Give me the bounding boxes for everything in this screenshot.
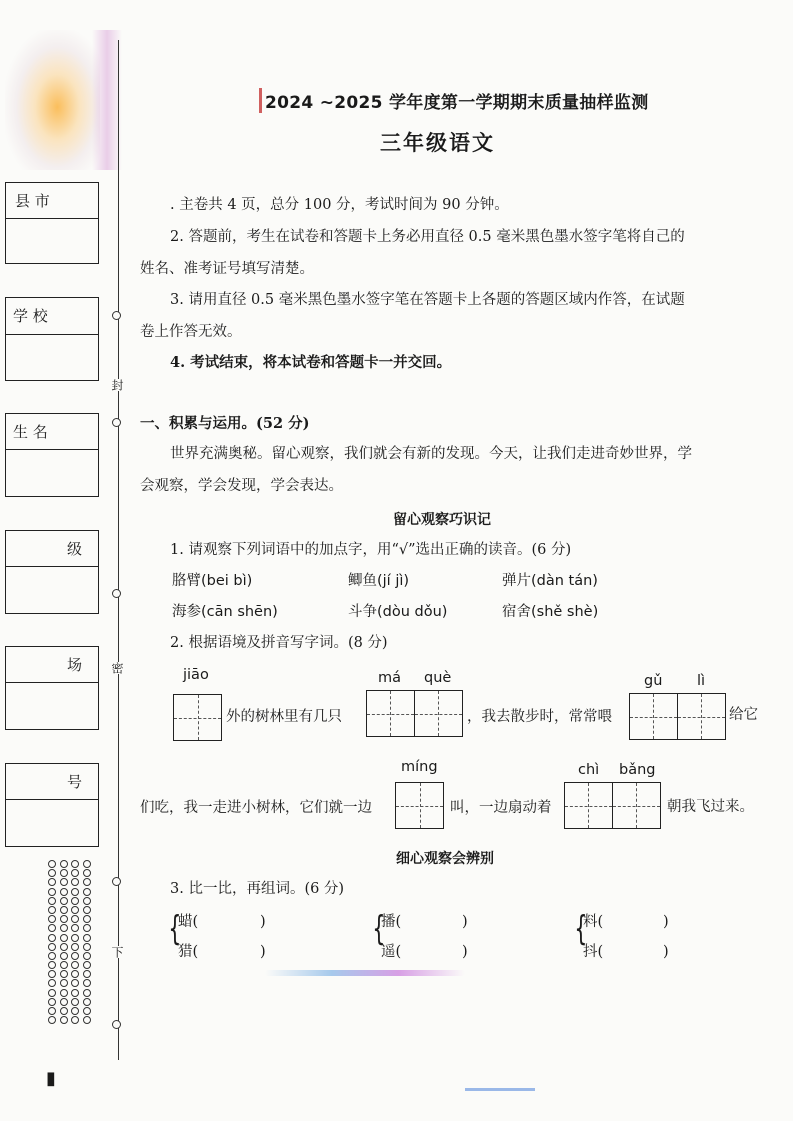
answer-bubble	[60, 1007, 68, 1015]
section-intro-b: 会观察，学会发现，学会表达。	[140, 478, 343, 494]
seal-char-xia: 下	[110, 946, 124, 958]
q3-top-2: 播(	[381, 914, 402, 930]
q3-close: )	[462, 944, 468, 960]
q2-pinyin-ma: má	[378, 670, 402, 686]
answer-bubble	[48, 860, 56, 868]
q3-close: )	[260, 914, 266, 930]
answer-bubble	[60, 878, 68, 886]
answer-bubble	[60, 897, 68, 905]
q2-writing-grid-4[interactable]	[395, 782, 444, 829]
answer-bubble	[83, 952, 91, 960]
q2-writing-grid-1[interactable]	[173, 694, 222, 741]
answer-bubble	[83, 878, 91, 886]
seal-char-feng: 封	[110, 379, 124, 391]
answer-bubble	[60, 888, 68, 896]
answer-bubble	[48, 952, 56, 960]
exam-subject: 三年级语文	[380, 130, 495, 155]
q2-text-3: 给它	[729, 707, 758, 723]
answer-bubble	[60, 924, 68, 932]
q1-pinyin[interactable]: (shě shè)	[531, 604, 599, 620]
subsection-title-2: 细心观察会辨别	[396, 851, 494, 867]
q2-text-6: 朝我飞过来。	[667, 799, 754, 815]
answer-bubble	[71, 878, 79, 886]
q3-answer-blank[interactable]	[411, 912, 457, 932]
q2-writing-grid-2[interactable]	[366, 690, 463, 737]
county-label: 县 市	[15, 192, 50, 210]
answer-bubble	[60, 915, 68, 923]
answer-bubble	[48, 906, 56, 914]
q1-item-6	[502, 602, 598, 622]
answer-bubble	[83, 934, 91, 942]
number-field[interactable]	[5, 763, 99, 847]
seal-circle	[112, 1020, 121, 1029]
q3-close: )	[663, 914, 669, 930]
q2-pinyin-chi: chì	[578, 762, 600, 778]
q3-top-3: 料(	[583, 914, 604, 930]
answer-bubble	[83, 998, 91, 1006]
q2-pinyin-ming: míng	[401, 759, 438, 775]
q3-answer-blank[interactable]	[613, 942, 659, 962]
answer-bubble	[83, 906, 91, 914]
answer-bubble	[71, 915, 79, 923]
answer-bubble	[71, 989, 79, 997]
q2-text-4: 们吃，我一走进小树林，它们就一边	[140, 800, 372, 816]
exam-room-field-divider	[5, 682, 99, 683]
grid-cell[interactable]	[396, 783, 443, 828]
answer-bubble	[48, 1016, 56, 1024]
answer-bubble	[83, 961, 91, 969]
scan-smear	[465, 1088, 535, 1091]
q1-pinyin[interactable]: (dàn tán)	[531, 573, 598, 589]
answer-bubble	[71, 897, 79, 905]
scan-smear	[265, 970, 465, 976]
answer-bubble	[71, 979, 79, 987]
q1-item-2	[348, 571, 409, 591]
answer-bubble	[60, 961, 68, 969]
q2-text-1: 外的树林里有几只	[226, 709, 342, 725]
answer-bubble	[48, 989, 56, 997]
q2-text-2: ，我去散步时，常常喂	[467, 709, 612, 725]
county-field-divider	[5, 218, 99, 219]
q1-word: 斗争	[348, 604, 377, 620]
section-intro-a: 世界充满奥秘。留心观察，我们就会有新的发现。今天，让我们走进奇妙世界，学	[170, 446, 692, 462]
q1-word: 鲫鱼	[348, 573, 377, 589]
number-field-divider	[5, 799, 99, 800]
answer-bubble	[60, 1016, 68, 1024]
exam-room-label: 场	[67, 656, 83, 674]
answer-bubble	[83, 924, 91, 932]
q3-bottom-2: 遥(	[381, 944, 402, 960]
answer-bubble	[60, 934, 68, 942]
q1-item-5	[348, 602, 447, 622]
q1-item-1	[172, 571, 252, 591]
name-label: 生 名	[13, 423, 48, 441]
q3-answer-blank[interactable]	[208, 912, 254, 932]
q1-item-3	[502, 571, 598, 591]
instruction-3a: 3. 请用直径 0.5 毫米黑色墨水签字笔在答题卡上各题的答题区域内作答，在试题	[170, 292, 685, 308]
class-label: 级	[67, 540, 83, 558]
q2-pinyin-gu: gǔ	[644, 673, 663, 689]
answer-bubble	[83, 888, 91, 896]
answer-bubble	[60, 943, 68, 951]
answer-bubble	[71, 1007, 79, 1015]
section-heading: 一、积累与运用。(52 分)	[140, 415, 310, 432]
q1-word: 宿舍	[502, 604, 531, 620]
answer-bubble	[83, 943, 91, 951]
answer-bubble	[60, 906, 68, 914]
answer-bubble	[48, 915, 56, 923]
q1-item-4	[172, 602, 278, 622]
instruction-2b: 姓名、准考证号填写清楚。	[140, 261, 314, 277]
answer-bubble	[48, 924, 56, 932]
answer-bubble	[71, 869, 79, 877]
q2-pinyin-que: què	[424, 670, 452, 686]
answer-bubble	[83, 897, 91, 905]
q3-answer-blank[interactable]	[613, 912, 659, 932]
answer-bubble	[83, 915, 91, 923]
answer-bubble	[60, 970, 68, 978]
exam-title: 2024 ~2025 学年度第一学期期末质量抽样监测	[259, 88, 649, 113]
answer-bubble	[71, 860, 79, 868]
answer-bubble	[71, 998, 79, 1006]
grid-cell[interactable]	[613, 783, 661, 828]
answer-bubble	[48, 869, 56, 877]
grid-cell[interactable]	[678, 694, 726, 739]
q3-answer-blank[interactable]	[208, 942, 254, 962]
answer-bubble	[60, 860, 68, 868]
answer-bubble	[48, 961, 56, 969]
q2-pinyin-bang: bǎng	[619, 762, 656, 778]
answer-bubble	[48, 934, 56, 942]
q1-pinyin[interactable]: (bei bì)	[201, 573, 253, 589]
answer-bubble	[48, 970, 56, 978]
q3-close: )	[260, 944, 266, 960]
corner-mark: ▮	[46, 1068, 56, 1089]
answer-bubble	[83, 989, 91, 997]
answer-bubble	[48, 1007, 56, 1015]
seal-circle	[112, 589, 121, 598]
brace-3: {	[574, 909, 588, 949]
answer-bubble	[71, 924, 79, 932]
school-label: 学 校	[13, 307, 48, 325]
answer-bubble	[83, 869, 91, 877]
q1-pinyin[interactable]: (cān shēn)	[201, 604, 278, 620]
answer-bubble-grid	[48, 860, 94, 1025]
answer-bubble	[48, 998, 56, 1006]
answer-bubble	[71, 888, 79, 896]
seal-circle	[112, 877, 121, 886]
q3-bottom-3: 抖(	[583, 944, 604, 960]
q2-pinyin-jiao: jiāo	[183, 667, 209, 683]
q3-top-1: 蜡(	[178, 914, 199, 930]
q3-bottom-1: 猎(	[178, 944, 199, 960]
answer-bubble	[71, 1016, 79, 1024]
q2-writing-grid-3[interactable]	[629, 693, 726, 740]
answer-bubble	[83, 1016, 91, 1024]
q2-writing-grid-5[interactable]	[564, 782, 661, 829]
instruction-2a: 2. 答题前，考生在试卷和答题卡上务必用直径 0.5 毫米黑色墨水签字笔将自己的	[170, 229, 685, 245]
seal-circle	[112, 311, 121, 320]
instruction-4: 4. 考试结束，将本试卷和答题卡一并交回。	[170, 354, 452, 371]
grid-cell[interactable]	[367, 691, 415, 736]
answer-bubble	[71, 952, 79, 960]
seal-circle	[112, 418, 121, 427]
seal-line	[118, 40, 119, 1060]
answer-bubble	[83, 970, 91, 978]
seal-char-mi: 密	[110, 662, 124, 674]
instruction-3b: 卷上作答无效。	[140, 324, 242, 340]
answer-bubble	[71, 961, 79, 969]
answer-bubble	[48, 878, 56, 886]
name-field-divider	[5, 449, 99, 450]
answer-bubble	[83, 860, 91, 868]
answer-bubble	[48, 979, 56, 987]
answer-bubble	[71, 906, 79, 914]
grid-cell[interactable]	[565, 783, 613, 828]
q3-close: )	[663, 944, 669, 960]
q1-word: 弹片	[502, 573, 531, 589]
q2-text-5: 叫，一边扇动着	[450, 800, 552, 816]
exam-room-field[interactable]	[5, 646, 99, 730]
question-3: 3. 比一比，再组词。(6 分)	[170, 881, 345, 897]
q1-pinyin[interactable]: (dòu dǒu)	[377, 604, 448, 620]
class-field-divider	[5, 566, 99, 567]
subsection-title-1: 留心观察巧识记	[393, 512, 491, 528]
answer-bubble	[48, 943, 56, 951]
school-field-divider	[5, 334, 99, 335]
grid-cell[interactable]	[415, 691, 463, 736]
brace-1: {	[168, 909, 182, 949]
q3-answer-blank[interactable]	[411, 942, 457, 962]
q1-pinyin[interactable]: (jí jì)	[377, 573, 410, 589]
question-1: 1. 请观察下列词语中的加点字，用“√”选出正确的读音。(6 分)	[170, 542, 572, 558]
q1-word: 海参	[172, 604, 201, 620]
answer-bubble	[60, 869, 68, 877]
answer-bubble	[60, 998, 68, 1006]
grid-cell[interactable]	[630, 694, 678, 739]
answer-bubble	[60, 952, 68, 960]
answer-bubble	[60, 989, 68, 997]
q1-word: 胳臂	[172, 573, 201, 589]
answer-bubble	[48, 897, 56, 905]
instruction-1: . 主卷共 4 页，总分 100 分，考试时间为 90 分钟。	[170, 197, 509, 213]
answer-bubble	[71, 934, 79, 942]
answer-bubble	[83, 1007, 91, 1015]
number-label: 号	[67, 773, 83, 791]
q3-close: )	[462, 914, 468, 930]
answer-bubble	[48, 888, 56, 896]
answer-bubble	[83, 979, 91, 987]
q2-pinyin-li: lì	[697, 673, 706, 689]
grid-cell[interactable]	[174, 695, 221, 740]
brace-2: {	[372, 909, 386, 949]
answer-bubble	[71, 943, 79, 951]
question-2: 2. 根据语境及拼音写字词。(8 分)	[170, 635, 388, 651]
stain-blot	[5, 30, 100, 170]
class-field[interactable]	[5, 530, 99, 614]
answer-bubble	[71, 970, 79, 978]
answer-bubble	[60, 979, 68, 987]
